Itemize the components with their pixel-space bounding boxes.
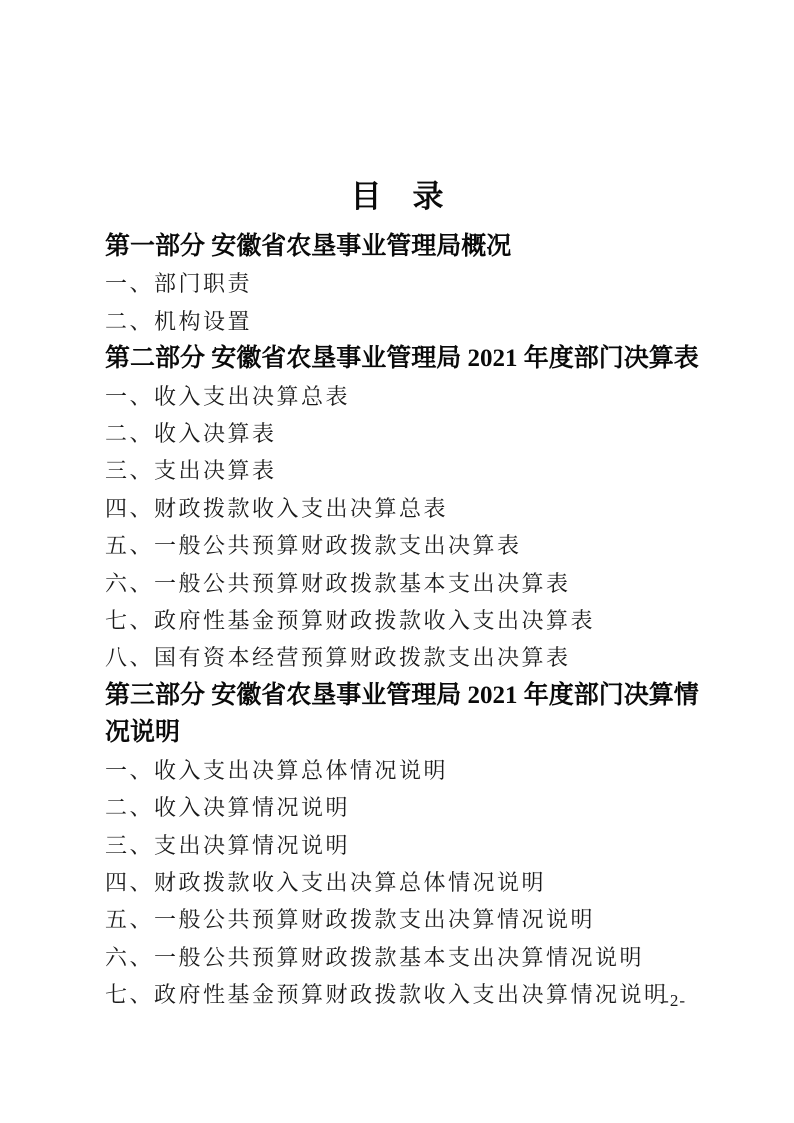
toc-item: 二、收入决算表 bbox=[105, 421, 277, 447]
toc-item: 八、国有资本经营预算财政拨款支出决算表 bbox=[105, 645, 571, 671]
toc-section-part2 bbox=[105, 340, 705, 677]
toc-section-part2-heading: 第二部分 安徽省农垦事业管理局 2021 年度部门决算表 bbox=[105, 345, 699, 373]
toc-item: 六、一般公共预算财政拨款基本支出决算表 bbox=[105, 570, 571, 596]
toc-item: 二、收入决算情况说明 bbox=[105, 795, 351, 821]
toc-item: 七、政府性基金预算财政拨款收入支出决算表 bbox=[105, 608, 596, 634]
toc-item: 六、一般公共预算财政拨款基本支出决算情况说明 bbox=[105, 944, 645, 970]
toc-item: 三、支出决算表 bbox=[105, 458, 277, 484]
toc-section-part1-heading: 第一部分 安徽省农垦事业管理局概况 bbox=[105, 233, 512, 260]
toc-section-part3 bbox=[105, 677, 705, 1014]
toc-item: 二、机构设置 bbox=[105, 308, 253, 334]
page-title: 目 录 bbox=[350, 179, 444, 214]
toc-section-part3-heading: 第三部分 安徽省农垦事业管理局 2021 年度部门决算情况说明 bbox=[105, 681, 699, 747]
toc-item: 七、政府性基金预算财政拨款收入支出决算情况说明 bbox=[105, 982, 669, 1008]
page-number: -2- bbox=[663, 991, 686, 1010]
toc-item: 一、收入支出决算总体情况说明 bbox=[105, 757, 449, 783]
table-of-contents bbox=[105, 228, 705, 1014]
toc-item: 一、部门职责 bbox=[105, 271, 253, 297]
toc-item: 一、收入支出决算总表 bbox=[105, 383, 351, 409]
toc-item: 五、一般公共预算财政拨款支出决算情况说明 bbox=[105, 907, 596, 933]
toc-item: 三、支出决算情况说明 bbox=[105, 832, 351, 858]
toc-item: 四、财政拨款收入支出决算总表 bbox=[105, 495, 449, 521]
toc-item: 五、一般公共预算财政拨款支出决算表 bbox=[105, 533, 522, 559]
toc-item: 四、财政拨款收入支出决算总体情况说明 bbox=[105, 869, 547, 895]
toc-section-part1 bbox=[105, 228, 705, 340]
